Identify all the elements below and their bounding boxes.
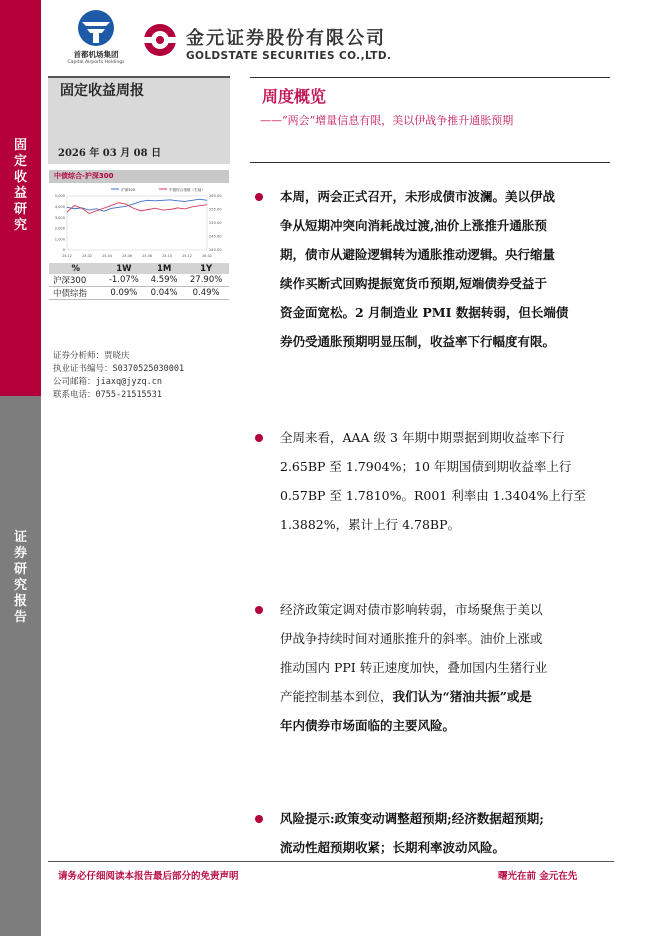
legend-label: 沪深300 bbox=[121, 188, 136, 192]
paragraph-line: 本周，两会正式召开，未形成债市波澜。美以伊战 bbox=[280, 189, 556, 204]
chart-title: 中债综合-沪深300 bbox=[54, 172, 114, 180]
y-tick-label-right: 260.00 bbox=[209, 194, 222, 199]
table-header-cell: 1Y bbox=[183, 263, 229, 274]
paragraph-line: 2.65BP 至 1.7904%；10 年期国债到期收益率上行 bbox=[280, 459, 572, 474]
table-header-cell: % bbox=[49, 263, 103, 274]
x-tick-label: 25-06 bbox=[122, 254, 132, 258]
bullet-paragraph bbox=[280, 804, 615, 862]
table-row bbox=[49, 274, 229, 287]
x-tick-label: 24-12 bbox=[62, 254, 72, 258]
y-tick-label-left: 5,000 bbox=[54, 194, 65, 199]
bullet-icon bbox=[255, 606, 263, 614]
bullet-icon bbox=[255, 815, 263, 823]
analyst-name: 证券分析师：贾晓庆 bbox=[53, 351, 130, 361]
analyst-email[interactable]: 公司邮箱：jiaxq@jyzq.cn bbox=[53, 377, 163, 387]
y-tick-label-left: 4,000 bbox=[54, 205, 65, 209]
report-type: 固定收益周报 bbox=[60, 83, 144, 99]
footer-divider bbox=[48, 861, 614, 862]
analyst-license: 执业证书编号：S0370525030001 bbox=[53, 364, 185, 374]
paragraph-line: 1.3882%，累计上行 4.78BP。 bbox=[280, 517, 461, 532]
footer-disclaimer: 请务必仔细阅读本报告最后部分的免责声明 bbox=[58, 871, 239, 882]
x-tick-label: 25-04 bbox=[102, 254, 112, 258]
side-strip-top bbox=[0, 0, 41, 396]
paragraph-line: 续作买断式回购提振宽货币预期,短端债券受益于 bbox=[280, 276, 547, 291]
company-name-cn: 金元证券股份有限公司 bbox=[186, 28, 386, 49]
table-cell: 4.59% bbox=[145, 274, 183, 287]
paragraph-line: 年内债券市场面临的主要风险。 bbox=[280, 718, 456, 733]
performance-table bbox=[49, 263, 229, 300]
paragraph-line: 风险提示:政策变动调整超预期;经济数据超预期; bbox=[280, 811, 544, 826]
table-header-cell: 1M bbox=[145, 263, 183, 274]
side-label-bottom: 证 券 研 究 报 告 bbox=[13, 530, 27, 625]
y-tick-label-left: 1,000 bbox=[54, 237, 65, 242]
table-cell: 27.90% bbox=[183, 274, 229, 287]
paragraph-line: 经济政策定调对债市影响转弱，市场聚焦于美以 bbox=[280, 602, 543, 617]
table-header-row bbox=[49, 263, 229, 274]
side-label-top: 固 定 收 益 研 究 bbox=[13, 138, 27, 233]
y-tick-label-right: 255.00 bbox=[209, 207, 222, 212]
y-tick-label-right: 240.00 bbox=[209, 248, 222, 253]
report-date: 2026 年 03 月 08 日 bbox=[58, 148, 162, 159]
y-tick-label-left: 3,000 bbox=[54, 215, 65, 220]
paragraph-line: 推动国内 PPI 转正速度加快，叠加国内生猪行业 bbox=[280, 660, 548, 675]
paragraph-line: 期，债市从避险逻辑转为通胀推动逻辑。央行缩量 bbox=[280, 247, 556, 262]
x-tick-label: 25-08 bbox=[142, 254, 152, 258]
bullet-paragraph bbox=[280, 182, 615, 356]
y-tick-label-left: 0 bbox=[62, 248, 65, 253]
bullet-icon bbox=[255, 193, 263, 201]
table-cell: 0.49% bbox=[183, 287, 229, 300]
report-subtitle: ——“两会”增量信息有限，美以伊战争推升通胀预期 bbox=[260, 114, 514, 127]
table-cell: 0.09% bbox=[103, 287, 145, 300]
table-cell: -1.07% bbox=[103, 274, 145, 287]
paragraph-line: 0.57BP 至 1.7810%。R001 利率由 1.3404%上行至 bbox=[280, 488, 586, 503]
paragraph-line: 争从短期冲突向消耗战过渡,油价上涨推升通胀预 bbox=[280, 218, 547, 233]
bullet-paragraph bbox=[280, 595, 615, 740]
x-tick-label: 25-02 bbox=[82, 254, 92, 258]
overview-title: 周度概览 bbox=[262, 87, 327, 106]
paragraph-line: 券仍受通胀预期明显压制，收益率下行幅度有限。 bbox=[280, 334, 556, 349]
x-tick-label: 25-12 bbox=[182, 254, 192, 258]
y-tick-label-right: 250.00 bbox=[209, 221, 222, 226]
table-row bbox=[49, 287, 229, 300]
x-tick-label: 25-10 bbox=[162, 254, 172, 258]
table-header-cell: 1W bbox=[103, 263, 145, 274]
y-tick-label-left: 2,000 bbox=[54, 226, 65, 231]
index-chart bbox=[49, 184, 229, 260]
series-line bbox=[67, 203, 207, 214]
paragraph-line: 资金面宽松。2 月制造业 PMI 数据转弱，但长端债 bbox=[280, 305, 569, 320]
plot-frame bbox=[67, 196, 207, 250]
row-label: 中债综指 bbox=[49, 287, 103, 300]
bullet-paragraph bbox=[280, 423, 615, 539]
analyst-phone: 联系电话：0755-21515531 bbox=[53, 390, 163, 400]
row-label: 沪深300 bbox=[49, 274, 103, 287]
airport-name-cn: 首都机场集团 bbox=[73, 50, 119, 59]
paragraph-line: 产能控制基本到位，我们认为“猪油共振”或是 bbox=[280, 689, 532, 704]
y-tick-label-right: 245.00 bbox=[209, 234, 222, 239]
table-cell: 0.04% bbox=[145, 287, 183, 300]
paragraph-line: 流动性超预期收紧；长期利率波动风险。 bbox=[280, 840, 506, 855]
x-tick-label: 26-02 bbox=[202, 254, 212, 258]
footer-slogan: 曙光在前 金元在先 bbox=[498, 871, 578, 882]
section-divider bbox=[250, 162, 610, 163]
bullet-icon bbox=[255, 434, 263, 442]
paragraph-line: 伊战争持续时间对通胀推升的斜率。油价上涨或 bbox=[280, 631, 543, 646]
paragraph-line: 全周来看，AAA 级 3 年期中期票据到期收益率下行 bbox=[280, 430, 565, 445]
airport-name-en: Capital Airports Holdings bbox=[67, 60, 125, 65]
goldstate-logo-icon bbox=[140, 22, 180, 58]
header-divider bbox=[250, 77, 610, 78]
company-name-en: GOLDSTATE SECURITIES CO.,LTD. bbox=[186, 50, 392, 62]
side-strip-bottom bbox=[0, 396, 41, 936]
legend-label: 中债综合指数（右轴） bbox=[169, 188, 205, 192]
